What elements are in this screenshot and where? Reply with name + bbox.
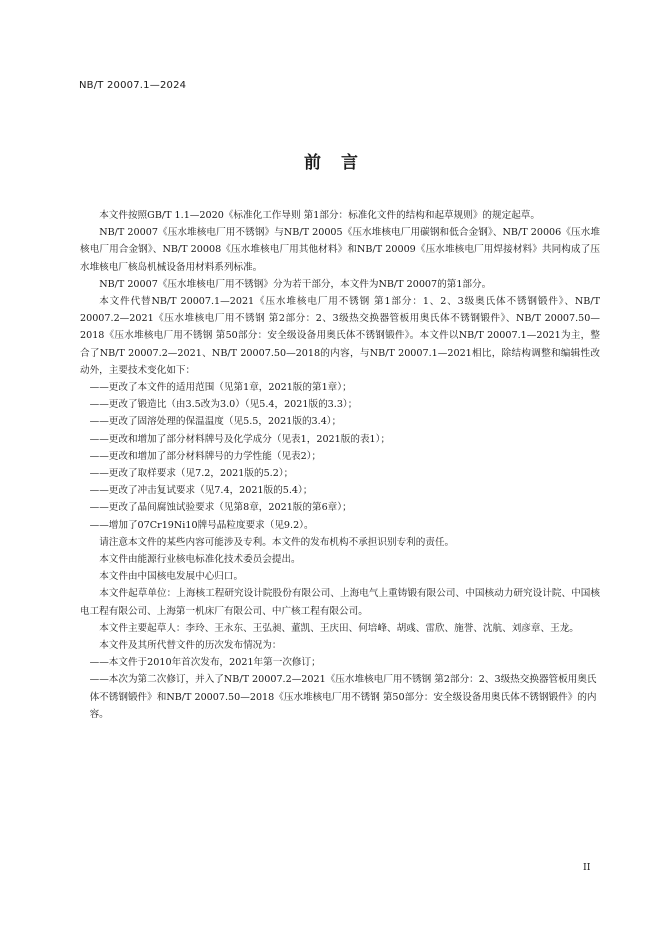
change-item: ——更改和增加了部分材料牌号及化学成分（见表1，2021版的表1）； bbox=[89, 433, 391, 445]
change-item: ——更改了取样要求（见7.2，2021版的5.2）； bbox=[89, 468, 294, 480]
paragraph-series-relation: NB/T 20007《压水堆核电厂用不锈钢》与NB/T 20005《压水堆核电厂用碳钢和低合金钢》、NB/T 20006《压水堆核电厂用合金钢》、NB/T 20008《压水堆核电厂用其他材料》和NB/T 20009《压水堆核电厂用焊接材料》共同构成了压水堆核电厂核岛机械设备用材料系列标准。 bbox=[80, 227, 600, 273]
centralized-unit-statement: 本文件由中国核电发展中心归口。 bbox=[99, 571, 244, 583]
foreword-body bbox=[80, 207, 600, 723]
history-intro: 本文件及其所代替文件的历次发布情况为： bbox=[99, 640, 282, 652]
history-item: ——本次为第二次修订，并入了NB/T 20007.2—2021《压水堆核电厂用不锈钢 第2部分：2、3级热交换器管板用奥氏体不锈钢锻件》和NB/T 20007.50—2018《压水堆核电厂用不锈钢 第50部分：安全级设备用奥氏体不锈钢锻件》的内容。 bbox=[89, 674, 597, 720]
change-item: ——更改和增加了部分材料牌号的力学性能（见表2）； bbox=[89, 450, 322, 462]
document-code-header: NB/T 20007.1—2024 bbox=[79, 80, 187, 91]
history-item: ——本文件于2010年首次发布，2021年第一次修订； bbox=[89, 657, 321, 669]
proposer-statement: 本文件由能源行业核电标准化技术委员会提出。 bbox=[99, 554, 301, 566]
paragraph-drafting-rules: 本文件按照GB/T 1.1—2020《标准化工作导则 第1部分：标准化文件的结构和起草规则》的规定起草。 bbox=[99, 210, 540, 221]
change-item: ——更改了锻造比（由3.5改为3.0）（见5.4，2021版的3.3）； bbox=[89, 399, 358, 411]
title-text: 前言 bbox=[304, 153, 378, 173]
drafting-organizations: 本文件起草单位：上海核工程研究设计院股份有限公司、上海电气上重铸锻有限公司、中国核动力研究设计院、中国核电工程有限公司、上海第一机床厂有限公司、中广核工程有限公司。 bbox=[80, 588, 600, 617]
paragraph-replacement: 本文件代替NB/T 20007.1—2021《压水堆核电厂用不锈钢 第1部分：1、2、3级奥氏体不锈钢锻件》、NB/T 20007.2—2021《压水堆核电厂用不锈钢 第2部分：2、3级热交换器管板用奥氏体不锈钢锻件》、NB/T 20007.50—2018《压水堆核电厂用不锈钢 第50部分：安全级设备用奥氏体不锈钢锻件》。本文件以NB/T 20007.1—2021为主，整合了NB/T 20007.2—2021、NB/T 20007.50—2018的内容，与NB/T 20007.1—2021相比，除结构调整和编辑性改动外，主要技术变化如下： bbox=[80, 296, 600, 376]
change-item: ——更改了固溶处理的保温温度（见5.5，2021版的3.4）； bbox=[89, 416, 342, 428]
change-item: ——更改了本文件的适用范围（见第1章，2021版的第1章）； bbox=[89, 382, 352, 394]
change-item: ——更改了冲击复试要求（见7.4，2021版的5.4）； bbox=[89, 485, 313, 497]
page-number: II bbox=[583, 862, 591, 873]
paragraph-parts: NB/T 20007《压水堆核电厂用不锈钢》分为若干部分，本文件为NB/T 20007的第1部分。 bbox=[99, 278, 492, 290]
main-drafters: 本文件主要起草人：李玲、王永东、王弘昶、董凯、王庆田、何培峰、胡彧、雷欣、施誉、沈航、刘彦章、王龙。 bbox=[99, 622, 579, 634]
change-item: ——更改了晶间腐蚀试验要求（见第8章，2021版的第6章）； bbox=[89, 502, 352, 514]
patent-notice: 请注意本文件的某些内容可能涉及专利。本文件的发布机构不承担识别专利的责任。 bbox=[99, 536, 455, 548]
change-item: ——增加了07Cr19Ni10牌号晶粒度要求（见9.2）。 bbox=[89, 519, 314, 531]
page-title bbox=[0, 148, 662, 173]
